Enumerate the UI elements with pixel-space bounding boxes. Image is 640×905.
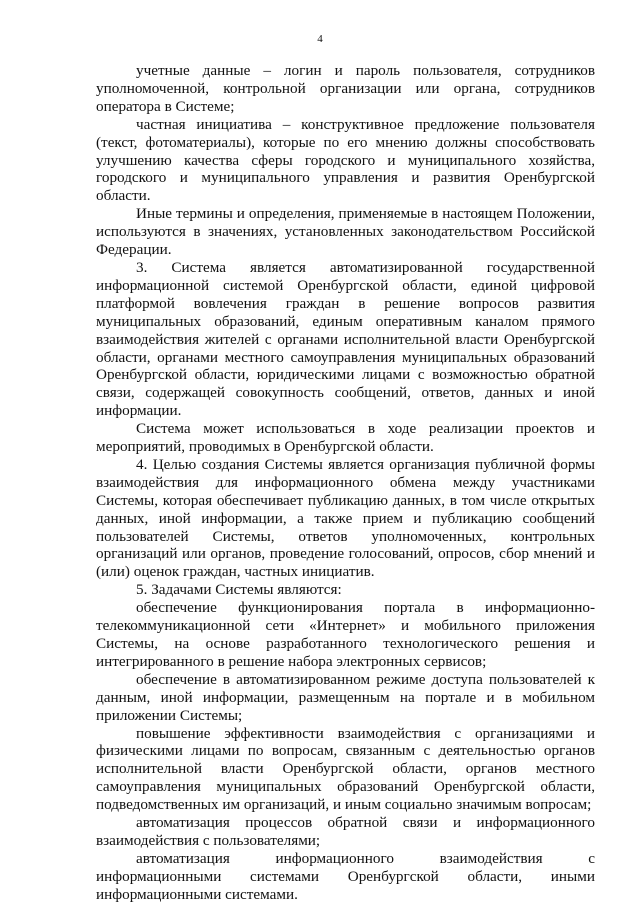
paragraph-section-4: 4. Целью создания Системы является организация публичной формы взаимодействия для информационного обмена между участниками Системы, которая обеспечивает публикацию данных, в том числе открытых данных, иной информации, а также прием и публикацию сообщений пользователей Системы, ответов уполномоченных, контрольных организаций или органов, проведение голосований, опросов, сбор мнений и (или) оценок граждан, частных инициатив.: [96, 455, 595, 581]
paragraph-private-initiative-definition: частная инициатива – конструктивное предложение пользователя (текст, фотоматериалы), которые по его мнению должны способствовать улучшению качества сферы городского и муниципального хозяйства, городского и муниципального управления и развития Оренбургской области.: [96, 115, 595, 205]
paragraph-task-efficiency: повышение эффективности взаимодействия с организациями и физическими лицами по вопросам, связанным с деятельностью органов исполнительной власти Оренбургской области, органов местного самоуправления муниципальных образований Оренбургской области, подведомственных им организаций, и иным социально значимым вопросам;: [96, 724, 595, 814]
document-body: [96, 62, 595, 904]
paragraph-task-portal: обеспечение функционирования портала в информационно-телекоммуникационной сети «Интернет» и мобильного приложения Системы, на основе разработанного технологического решения и интегрированного в решение набора электронных сервисов;: [96, 599, 595, 670]
paragraph-other-terms: Иные термины и определения, применяемые в настоящем Положении, используются в значениях, установленных законодательством Российской Федерации.: [96, 205, 595, 259]
page-number: 4: [317, 33, 323, 45]
paragraph-section-5-heading: 5. Задачами Системы являются:: [136, 581, 342, 599]
paragraph-task-access: обеспечение в автоматизированном режиме доступа пользователей к данным, иной информации, размещенным на портале и в мобильном приложении Системы;: [96, 670, 595, 724]
paragraph-task-feedback: автоматизация процессов обратной связи и информационного взаимодействия с пользователями;: [96, 814, 595, 849]
paragraph-credentials-definition: учетные данные – логин и пароль пользователя, сотрудников уполномоченной, контрольной организации или органа, сотрудников оператора в Системе;: [96, 62, 595, 115]
paragraph-section-3: 3. Система является автоматизированной государственной информационной системой Оренбургской области, единой цифровой платформой вовлечения граждан в решение вопросов развития муниципальных образований, единым оперативным каналом прямого взаимодействия жителей с органами исполнительной власти Оренбургской области, органами местного самоуправления муниципальных образований Оренбургской области, юридическими лицами с возможностью обратной связи, содержащей совокупность сообщений, ответов, данных и иной информации.: [96, 258, 595, 420]
paragraph-task-integration: автоматизация информационного взаимодействия с информационными системами Оренбургской области, иными информационными системами.: [96, 849, 595, 903]
paragraph-system-usage: Система может использоваться в ходе реализации проектов и мероприятий, проводимых в Оренбургской области.: [96, 420, 595, 456]
